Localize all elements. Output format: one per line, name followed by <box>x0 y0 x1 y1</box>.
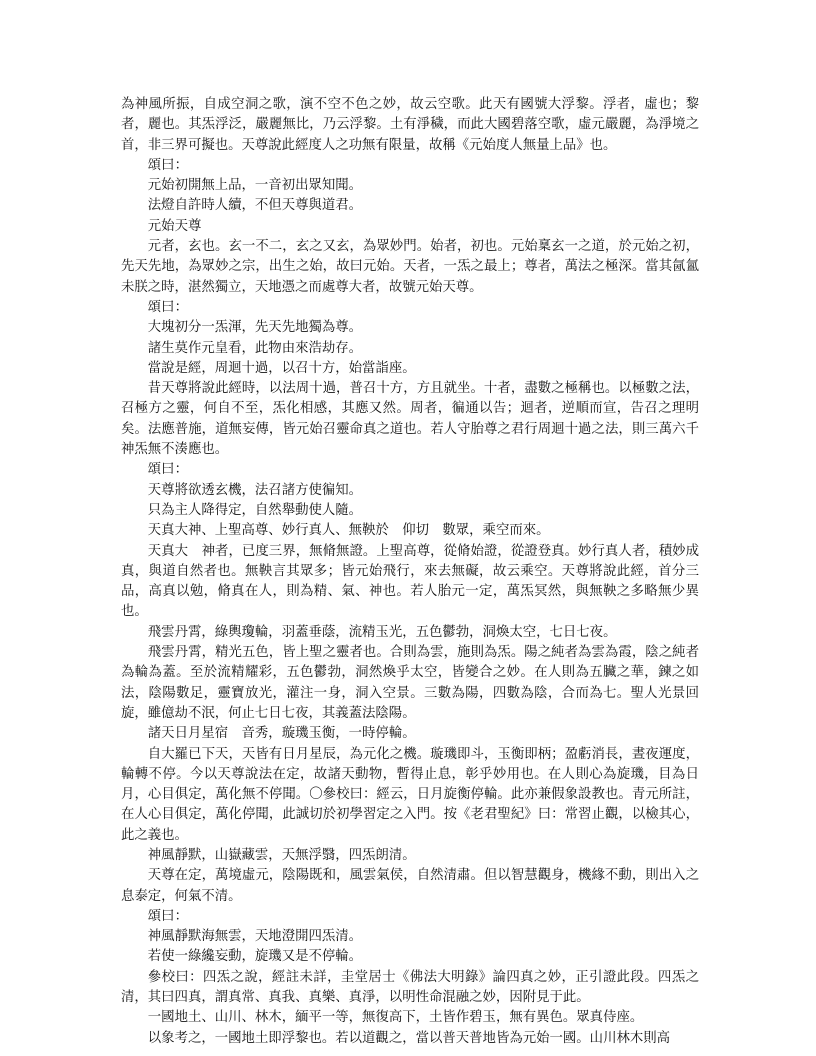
commentary-paragraph: 元者，玄也。玄一不二，玄之又玄，為眾妙門。始者，初也。元始稟玄一之道，於元始之初，先天先地，為眾妙之宗，出生之始，故曰元始。天者，一炁之最上；尊者，萬法之極深。當其氤氳未朕之時，湛然獨立，天地憑之而處尊大者，故號元始天尊。 <box>121 239 699 295</box>
commentary-paragraph: 昔天尊將說此經時，以法周十過，普召十方，方且就坐。十者，盡數之極稱也。以極數之法，召極方之靈，何自不至，炁化相感，其應又然。周者，徧通以告；迴者，逆順而宣，告召之理明矣。法應普施，道無妄傳，皆元始召靈命真之道也。若人守胎尊之君行周迴十過之法，則三萬六千神炁無不湊應也。 <box>121 381 699 458</box>
verse-line: 天尊將欲透玄機，法召諸方使徧知。 <box>147 482 363 498</box>
scripture-line: 天真大神、上聖高尊、妙行真人、無鞅於 仰切 數眾，乘空而來。 <box>147 523 550 539</box>
verse-line: 大塊初分一炁渾，先天先地獨為尊。 <box>147 320 363 336</box>
scripture-line: 一國地土、山川、林木，緬平一等，無復高下，土皆作碧玉，無有異色。眾真侍座。 <box>147 1010 644 1026</box>
collation-note: 參校曰：四炁之說，經註未詳，圭堂居士《佛法大明錄》論四真之妙，正引證此段。四炁之清，其曰四真，謂真常、真我、真樂、真淨，以明性命混融之妙，因附見于此。 <box>121 969 699 1006</box>
verse-line: 法燈自許時人續，不但天尊與道君。 <box>147 198 363 214</box>
document-page <box>121 95 699 1049</box>
verse-line: 只為主人降得定，自然舉動使人隨。 <box>147 502 363 518</box>
verse-heading: 頌曰： <box>147 157 188 173</box>
commentary-paragraph: 天尊在定，萬境虛元，陰陽既和，風雲氣侯，自然清肅。但以智慧觀身，機緣不動，則出入之息泰定，何氣不清。 <box>121 868 699 904</box>
scripture-line: 飛雲丹霄，綠輿瓊輪，羽蓋垂蔭，流精玉光，五色鬱勃，洞煥太空，七日七夜。 <box>147 624 617 640</box>
verse-line: 若使一綠纔妄動，旋璣又是不停輪。 <box>147 949 363 965</box>
paragraph: 為神風所振，自成空洞之歌，演不空不色之妙，故云空歌。此天有國號大浮黎。浮者，虛也；黎者，麗也。其炁浮泛，嚴麗無比，乃云浮黎。土有淨穢，而此大國碧落空歌，虛元嚴麗，為淨境之首，非三界可擬也。天尊說此經度人之功無有限量，故稱《元始度人無量上品》也。 <box>121 97 699 153</box>
scripture-line: 神風靜默，山嶽藏雲，天無浮翳，四炁朗清。 <box>147 847 416 863</box>
verse-heading: 頌曰： <box>147 908 188 924</box>
commentary-paragraph: 以象考之，一國地土即浮黎也。若以道觀之，當以普天普地皆為元始一國。山川林木則高 <box>147 1030 671 1046</box>
verse-heading: 頌曰： <box>147 299 188 315</box>
verse-line: 神風靜默海無雲，天地澄開四炁清。 <box>147 929 363 945</box>
verse-line: 諸生莫作元皇看，此物由來浩劫存。 <box>147 340 363 356</box>
scripture-line: 當說是經，周迴十過，以召十方，始當詣座。 <box>147 360 416 376</box>
commentary-paragraph: 飛雲丹霄，精光五色，皆上聖之靈者也。合則為雲，施則為炁。陽之純者為雲為霞，陰之純者為輪為蓋。至於流精耀彩，五色鬱勃，洞然煥乎太空，皆變合之妙。在人則為五臟之華，鍊之如法，陰陽數足，靈寶放光，灌注一身，洞入空景。三數為陽，四數為陰，合而為七。聖人光景回旋，雖億劫不泯，何止七日七夜，其義蓋法陰陽。 <box>121 645 699 721</box>
verse-line: 元始初開無上品，一音初出眾知聞。 <box>147 178 363 194</box>
scripture-line: 諸天日月星宿 音秀，璇璣玉衡，一時停輪。 <box>147 726 416 742</box>
verse-heading: 頌曰： <box>147 462 188 478</box>
scripture-line: 元始天尊 <box>147 218 202 234</box>
commentary-paragraph: 自大羅已下天，天皆有日月星辰，為元化之機。璇璣即斗，玉衡即柄；盈虧消長，晝夜運度，輪轉不停。今以天尊說法在定，故諸天動物，暫得止息，彰乎妙用也。在人則心為旋璣，目為日月，心目俱定，萬化無不停聞。〇參校曰：經云，日月旋衡停輪。此亦兼假象設教也。青元所註，在人心目俱定，萬化停聞，此誠切於初學習定之入門。按《老君聖紀》曰：常習止觀，以檢其心，此之義也。 <box>121 746 699 843</box>
commentary-paragraph: 天真大 神者，已度三界，無脩無證。上聖高尊，從脩始證，從證登真。妙行真人者，積妙成真，與道自然者也。無鞅言其眾多；皆元始飛行，來去無礙，故云乘空。天尊將說此經，首分三品，高真以勉，脩真在人，則為精、氣、神也。若人胎元一定，萬炁冥然，與無鞅之多略無少異也。 <box>121 543 699 620</box>
